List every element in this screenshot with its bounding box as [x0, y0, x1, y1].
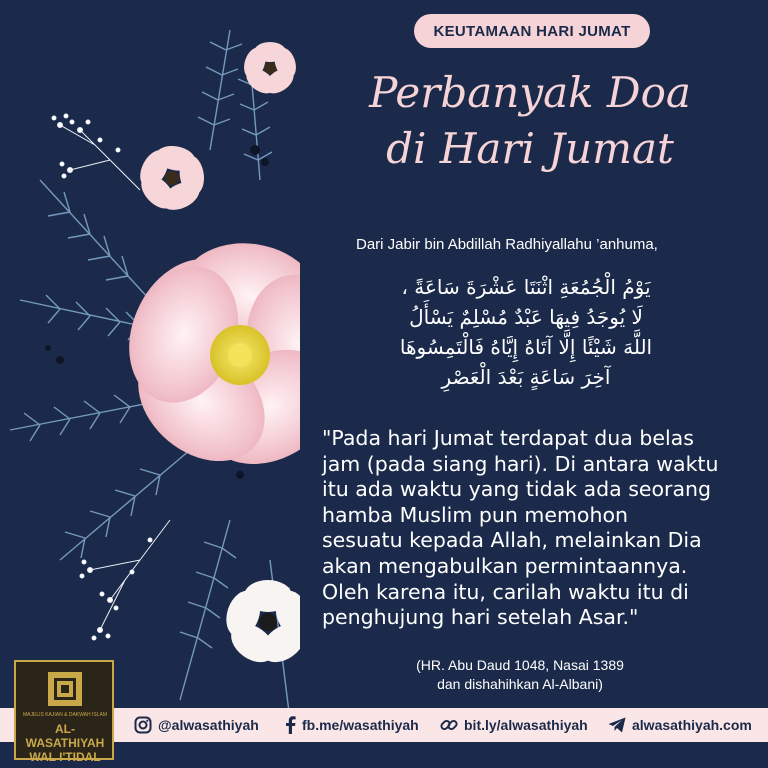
topic-badge: KEUTAMAAN HARI JUMAT: [414, 14, 650, 48]
logo-name-line-2: WAL I'TIDAL: [29, 750, 101, 764]
hadith-reference: [400, 656, 640, 694]
facebook-icon: [284, 716, 296, 734]
logo-name-line-1: AL-WASATHIYAH: [25, 722, 105, 750]
social-footer: [0, 708, 768, 742]
arabic-line: آخِرَ سَاعَةٍ بَعْدَ الْعَصْرِ: [441, 365, 611, 389]
instagram-link[interactable]: [134, 708, 259, 742]
facebook-link[interactable]: [284, 708, 419, 742]
reference-line-2: dan dishahihkan Al-Albani): [437, 676, 603, 692]
arabic-line: يَوْمُ الْجُمُعَةِ اثْنَتَا عَشْرَةَ سَاعَةً ،: [401, 275, 651, 299]
website-link[interactable]: [608, 708, 752, 742]
translation-line: "Pada hari Jumat terdapat dua belas: [322, 426, 694, 450]
title-line-2: di Hari Jumat: [386, 124, 674, 173]
title-line-1: Perbanyak Doa: [369, 68, 691, 117]
logo-subtitle: MAJELIS KAJIAN & DAKWAH ISLAM: [22, 712, 107, 718]
bitly-url: bit.ly/alwasathiyah: [464, 717, 588, 733]
facebook-url: fb.me/wasathiyah: [302, 717, 419, 733]
large-pink-flower: [108, 233, 300, 487]
small-flower-middle: [134, 143, 206, 216]
translation-line: itu ada waktu yang tidak ada seorang: [322, 477, 712, 502]
white-flower-bottom: [221, 580, 300, 670]
small-flower-top: [240, 42, 299, 98]
arabic-line: لَا يُوجَدُ فِيهَا عَبْدٌ مُسْلِمٌ يَسْأَلُ: [409, 305, 643, 329]
translation-line: akan mengabulkan permintaannya.: [322, 553, 688, 578]
narrator-text: Dari Jabir bin Abdillah Radhiyallahu ’anhuma,: [356, 236, 658, 253]
translation-line: penghujung hari setelah Asar.": [322, 605, 639, 630]
translation-line: Oleh karena itu, carilah waktu itu di: [322, 579, 689, 604]
floral-decoration: [0, 0, 300, 768]
instagram-icon: [134, 716, 152, 734]
translation-line: sesuatu kepada Allah, melainkan Dia: [322, 528, 702, 553]
website-url: alwasathiyah.com: [632, 717, 752, 733]
reference-line-1: (HR. Abu Daud 1048, Nasai 1389: [416, 657, 624, 673]
link-icon: [440, 716, 458, 734]
send-icon: [608, 717, 626, 733]
hadith-translation: [322, 426, 758, 631]
arabic-line: اللَّهَ شَيْئًا إِلَّا آتَاهُ إِيَّاهُ فَالْتَمِسُوهَا: [399, 335, 653, 359]
translation-line: jam (pada siang hari). Di antara waktu: [322, 451, 719, 476]
instagram-handle: @alwasathiyah: [158, 717, 259, 733]
bitly-link[interactable]: [440, 708, 588, 742]
logo-emblem: [48, 672, 82, 706]
organization-logo: [14, 660, 114, 764]
logo-name: [18, 722, 112, 764]
translation-line: hamba Muslim pun memohon: [322, 502, 628, 527]
arabic-hadith: [340, 272, 712, 392]
